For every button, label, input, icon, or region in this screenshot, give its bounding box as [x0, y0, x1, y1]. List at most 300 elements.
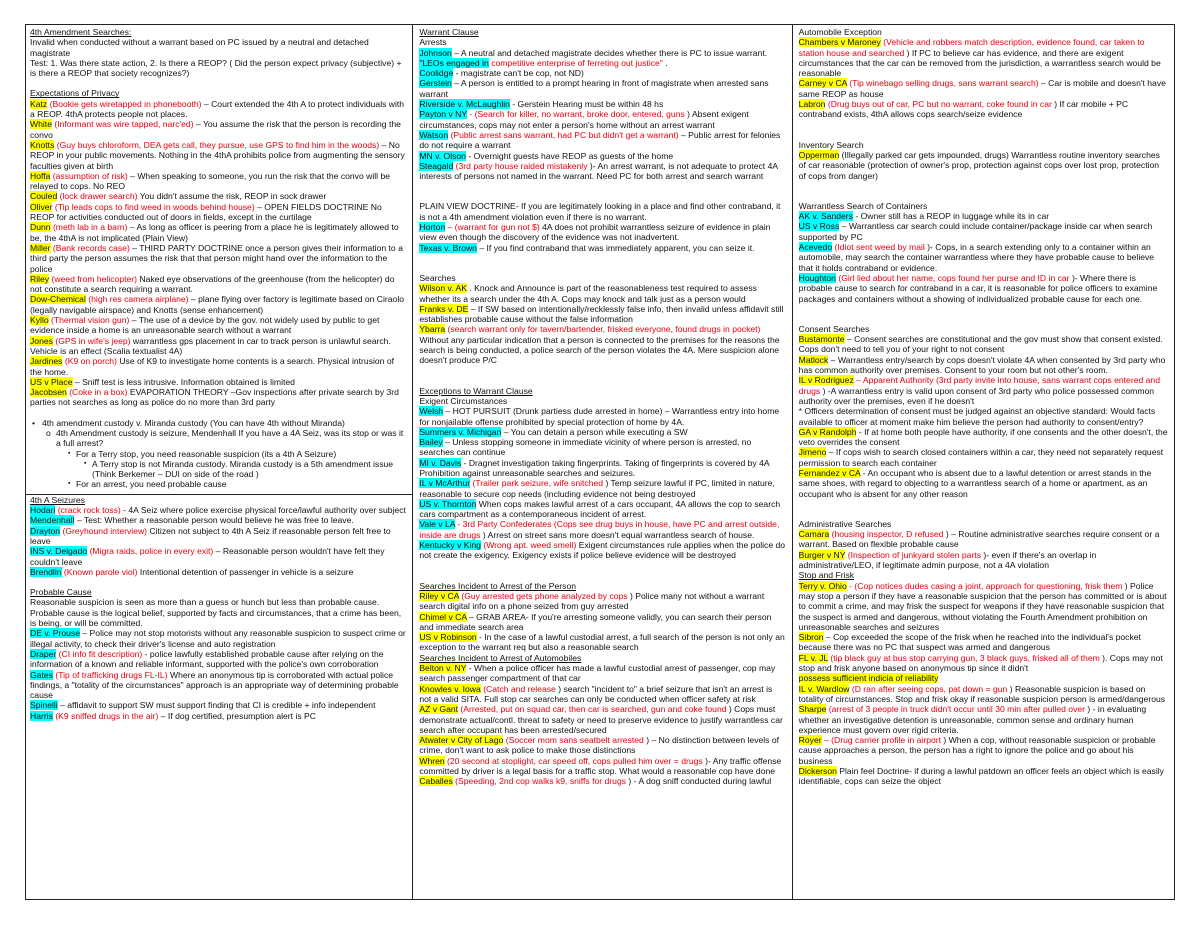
case-facts: (tip black guy at bus stop carrying gun, 3 black guys, frisked all of them — [830, 652, 1100, 663]
case-entry — [799, 529, 1168, 550]
case-entry — [419, 684, 785, 705]
case-name: Dunn — [30, 222, 51, 233]
case-entry — [419, 304, 785, 325]
fourth-amendment-intro: Invalid when conducted without a warrant based on PC issued by a neutral and detached magistrate — [30, 37, 369, 58]
case-holding: - Overnight guests have REOP as guests of the home — [468, 150, 674, 161]
case-entry — [419, 519, 785, 540]
case-holding: – HOT PURSUIT (Drunk partiess dude arrested in home) – Warrantless entry into home for nonjailable offense prohibited by special protection of home by 4A. — [419, 406, 780, 427]
case-facts: (Guy buys chloroform, DEA gets call, they pursue, use GPS to find him in the woods) — [56, 139, 380, 150]
section-heading-incident-autos: Searches Incident to Arrest of Automobiles — [419, 652, 582, 663]
case-entry — [30, 202, 406, 223]
case-facts: (Speeding, 2nd cop walks k9, sniffs for drugs — [455, 776, 627, 787]
case-entry — [419, 458, 785, 479]
case-name: Chimel v CA — [419, 611, 467, 622]
case-facts: (Catch and release — [483, 683, 556, 694]
case-holding: – GRAB AREA- If you're arresting someone validly, you can search their person and immediate search area — [419, 611, 772, 632]
case-facts: (K9 on porch) — [64, 356, 117, 367]
subheading-exigent: Exigent Circumstances — [419, 395, 508, 406]
case-holding: ) Absent exigent circumstances, cops may not enter a person's home without an arrest warrant — [419, 109, 749, 130]
case-holding: – Car is mobile and doesn't have same REOP as house — [798, 78, 1166, 99]
case-holding: – If you find contraband that was immediately apparent, you can seize it. — [479, 242, 755, 253]
case-entry — [419, 78, 785, 99]
case-holding: )- Any traffic offense committed by driver is a legal basis for a traffic stop. What would a reasonable cop have done — [419, 755, 782, 776]
column-right — [793, 25, 1174, 899]
section-heading-privacy: Expectations of Privacy — [30, 88, 120, 99]
exigent-cases — [419, 406, 785, 560]
case-holding: )- even if there's an overlap in administrative/LEO, if legitimate admin purpose, not a 4A violation — [798, 549, 1097, 571]
case-entry — [419, 130, 785, 151]
section-heading-inventory: Inventory Search — [798, 139, 864, 150]
case-facts: (Arrested, put on squad car, then car is searched, gun and coke found — [460, 704, 727, 715]
case-holding: – Police may not stop motorists without any reasonable suspicion to suspect crime or illegal activity, to check their driver's license and auto registration — [30, 628, 406, 649]
case-holding: – As long as officer is peering from a place he is legitimately allowed to be, the 4thA is not implicated (Plain View) — [30, 222, 399, 243]
case-facts: (Drug buys out of car, PC but no warrant, coke found in car — [827, 99, 1052, 110]
case-name: Mendenhall — [30, 515, 75, 526]
case-name: Payton v NY — [419, 109, 467, 120]
case-name: Vale v LA — [419, 519, 455, 530]
case-entry — [799, 150, 1168, 181]
case-holding: – Unless stopping someone in immediate vicinity of where person is arrested, no searches can continue — [419, 437, 752, 458]
case-holding: ) Arrest on street sans more doesn't equal warrantless search of house. — [482, 529, 755, 540]
case-name: Jacobsen — [30, 387, 67, 398]
case-facts: (3rd party house raided mistakenly — [455, 160, 588, 171]
case-holding: – Court extended the 4th A to protect individuals with a REOP. 4thA protects people not places. — [30, 98, 405, 120]
case-name: MN v. Olson — [419, 150, 466, 161]
case-facts: (Known parole viol) — [63, 566, 138, 577]
case-name: Watson — [419, 129, 449, 140]
case-name: DE v. Prouse — [30, 628, 80, 639]
case-name: Dickerson — [798, 766, 837, 776]
section-heading-containers: Warrantless Search of Containers — [798, 200, 928, 211]
case-entry — [419, 68, 785, 78]
case-entry — [799, 99, 1168, 120]
case-entry — [799, 334, 1168, 355]
case-holding: – Warrantless entry/search by cops doesn't violate 4A when consented by 3rd party who has common authority over premises. Consent to your room but not other's room. — [798, 354, 1166, 376]
case-holding: – Public arrest for felonies do not require a warrant — [419, 129, 781, 151]
case-name: Steagald — [419, 160, 454, 171]
custody-bullet-1: • 4th amendment custody v. Miranda custody (You can have 4th without Miranda) — [30, 418, 406, 428]
case-entry — [30, 711, 406, 721]
case-facts: (Vehicle and robbers match description, evidence found, car taken to station house and searched — [798, 37, 1145, 58]
case-facts: (CI info fit description) — [58, 648, 143, 659]
case-holding: – The use of a device by the gov. not widely used by public to get evidence inside a home is an unreasonable search without a warrant — [30, 315, 380, 336]
case-entry — [30, 546, 406, 567]
section-heading-seizures: 4th A Seizures — [30, 494, 85, 505]
case-holding: * Officers determination of consent must be judged against an objective standard: Would facts available to officer at moment make him believe the person had authority to consent/entry? — [798, 406, 1156, 427]
case-holding: )- Cops, in a search extending only to a container within an automobile, may search the container warrantless where they have probable cause to believe that it holds contraband or evidence. — [798, 242, 1155, 273]
case-entry — [30, 274, 406, 295]
case-holding: – plane flying over factory is legitimate based on Ciraolo (legally navigable airspace) and Knotts (sense enhancement) — [30, 294, 405, 315]
case-entry — [799, 273, 1168, 304]
case-name: Kentucky v King — [419, 540, 481, 551]
section-heading-exceptions: Exceptions to Warrant Clause — [419, 385, 533, 396]
case-holding: Exigent circumstances rule applies when the police do not create the exigency. Exigency exists if police believe evidence will be destroyed — [419, 540, 786, 561]
case-name: Jardines — [30, 356, 63, 367]
case-entry — [30, 387, 406, 408]
case-name: MI v. Davis — [419, 457, 462, 468]
case-holding: - When a police officer has made a lawful custodial arrest of passenger, cop may search passenger compartment of that car — [419, 663, 776, 684]
case-name: Franks v. DE — [419, 303, 469, 314]
case-entry — [30, 567, 406, 577]
case-entry — [30, 649, 406, 670]
case-facts: (assumption of risk) — [52, 170, 128, 181]
case-facts: - (Cop notices dudes casing a joint, approach for questioning, frisk them — [849, 580, 1123, 591]
case-entry — [30, 700, 406, 710]
case-holding: - police lawfully established probable cause after relying on the information of a known and reliable informant, supported with the police's own corroboration — [30, 648, 384, 670]
case-entry — [799, 581, 1168, 632]
case-holding: ) – No distinction between levels of crime, don't want to ask police to make those distinctions — [419, 735, 780, 756]
custody-bullet-5: ▪ For an arrest, you need probable cause — [30, 479, 406, 489]
case-holding: – No REOP in your public movements. Nothing in the 4thA prohibits police from augmenting the sensory faculties given at birth — [30, 139, 405, 171]
seizure-cases — [30, 505, 406, 577]
case-holding: ) Police many not without a warrant search digital info on a phone seized from guy arrested — [419, 590, 765, 612]
case-holding: - If at home both people have authority, if one consents and the other doesn't, the veto overrides the consent — [798, 426, 1168, 448]
case-name: Burger v NY — [798, 549, 846, 560]
subheading-arrests: Arrests — [419, 37, 447, 48]
warrant-cases — [419, 48, 785, 182]
incident-person-cases — [419, 591, 785, 653]
case-holding: – Sniff test is less intrusive. Information obtained is limited — [74, 376, 295, 387]
case-name: GA v Randolph — [798, 426, 857, 437]
case-name: Texas v. Brown — [419, 242, 477, 253]
case-name: Johnson — [419, 47, 452, 58]
auto-exception-cases — [799, 37, 1168, 119]
case-facts: (Public arrest sans warrant, had PC but didn't get a warrant) — [450, 129, 679, 140]
section-heading-probable-cause: Probable Cause — [30, 587, 92, 598]
case-name: Katz — [30, 98, 48, 109]
case-facts: (Girl lied about her name, cops found her purse and ID in car — [838, 272, 1070, 283]
case-entry — [30, 191, 406, 201]
case-entry — [419, 427, 785, 437]
case-entry — [799, 673, 1168, 683]
case-holding: Naked eye observations of the greenhouse (from the helicopter) do not constitute a search requiring a warrant. — [30, 273, 395, 295]
case-facts: (Coke in a box) — [69, 387, 128, 398]
case-entry — [419, 437, 785, 458]
case-name: Jones — [30, 335, 53, 346]
case-name: Ybarra — [419, 324, 446, 335]
case-holding: )- Where there is probable cause to search for contraband in a car, it is reasonable for police officers to examine packages and containers without a showing of individualized probable cause for each one. — [798, 272, 1158, 304]
case-entry — [799, 355, 1168, 376]
case-name: Couled — [30, 191, 58, 202]
case-name: Riley v CA — [419, 590, 459, 601]
case-facts: (D ran after seeing cops, pat down = gun — [851, 683, 1008, 694]
case-facts: (Soccer mom sans seatbelt arrested — [505, 735, 644, 746]
case-entry — [419, 406, 785, 427]
case-name: US v Robinson — [419, 632, 477, 643]
case-name: Brendlin — [30, 566, 62, 577]
case-holding: ) - in evaluating whether an investigative detention is unreasonable, common sense and ordinary human experience must govern over rigid criteria. — [798, 704, 1147, 735]
case-name: Labron — [798, 99, 826, 110]
case-name: IL v Rodriguez — [798, 375, 854, 386]
case-holding: – OPEN FIELDS DOCTRINE No REOP for activities conducted out of doors in fields, except in the curtilage — [30, 201, 382, 223]
case-entry — [799, 37, 1168, 78]
section-heading-incident-person: Searches Incident to Arrest of the Person — [419, 580, 577, 591]
case-name: Wilson v. AK — [419, 283, 467, 294]
custody-bullet-2: o 4th Amendment custody is seizure, Mendenhall If you have a 4A Seiz, was its stop or was it a full arrest? — [30, 428, 406, 449]
case-facts: - (Search for killer, no warrant, broke door, entered, guns — [469, 109, 685, 120]
case-facts: (20 second at stoplight, car speed off, cops pulled him over = drugs — [447, 755, 703, 766]
case-holding: – If cops wish to search closed containers within a car, they need not separately request permission to search each container — [798, 447, 1164, 468]
case-entry — [419, 151, 785, 161]
case-facts: (arrest of 3 people in truck didn't occur until 30 min after pulled over — [828, 704, 1086, 715]
probable-cause-intro: Reasonable suspicion is seen as more than a guess or hunch but less than probable cause. Probable cause is the logical belief, supported by facts and circumstances, that a crime has been, is being, or will be committed. — [30, 597, 402, 629]
case-name: FL v. JL — [798, 652, 828, 663]
case-name: Bailey — [419, 437, 443, 448]
case-entry — [799, 632, 1168, 653]
case-holding: Where an anonymous tip is corroborated with actual police findings, a "totality of the circumstances" approach is an appropriate way of determining probable cause — [30, 669, 399, 701]
case-name: IL v. Wardlow — [798, 683, 850, 694]
case-facts: competitive enterprise of ferreting out justice" — [491, 57, 663, 68]
case-entry — [30, 171, 406, 192]
case-holding: – Consent searches are constitutional and the gov must show that consent existed. Cops don't need to tell you of your right to not consent — [798, 334, 1163, 355]
plain-view-intro: PLAIN VIEW DOCTRINE- If you are legitimately looking in a place and find other contraband, it is not a 4th amendment violation even if there is no warrant. — [419, 201, 781, 222]
case-entry — [419, 222, 785, 243]
case-name: Royer — [798, 735, 822, 746]
case-holding: - An occupant who is absent due to a lawful detention or arrest stands in the same shoes, with regard to objecting to a warrantless search of a home or apartment, as an occupant who is absent for any other reason — [798, 467, 1152, 499]
case-entry — [30, 356, 406, 377]
case-entry — [419, 109, 785, 130]
case-name: US v Ross — [798, 221, 840, 232]
case-entry — [30, 294, 406, 315]
case-entry — [799, 447, 1168, 468]
case-entry — [419, 161, 785, 182]
case-name: Bustamonte — [798, 334, 845, 345]
case-holding: - magistrate can't be cop, not ND) — [455, 68, 584, 79]
case-name: Dow-Chemical — [30, 294, 86, 305]
case-entry — [419, 243, 785, 253]
case-holding: – If dog certified, presumption alert is PC — [160, 710, 316, 721]
case-name: Riley — [30, 273, 50, 284]
case-holding: (Illegally parked car gets impounded, drugs) Warrantless routine inventory searches of car reasonable (protection of owner's prop, protection against cops over lost prop, protection of cops from danger) — [798, 149, 1160, 181]
case-facts: (search warrant only for tavern/bartender, frisked everyone, found drugs in pocket) — [447, 324, 761, 335]
case-name: Welsh — [419, 406, 444, 417]
case-entry — [419, 478, 785, 499]
case-entry — [419, 735, 785, 756]
fourth-amendment-test: Test: 1. Was there state action, 2. Is there a REOP? ( Did the person expect privacy (subjective) + is there a REOP that society recognizes?) — [30, 57, 402, 79]
case-name: Draper — [30, 648, 57, 659]
case-name: Riverside v. McLaughlin — [419, 99, 510, 110]
case-facts: (Informant was wire tapped, narc'ed) — [54, 119, 194, 130]
section-heading-auto-exception: Automobile Exception — [798, 27, 882, 37]
case-name: Carney v CA — [798, 78, 847, 89]
case-entry — [419, 632, 785, 653]
case-name: Caballes — [419, 776, 453, 787]
case-name: Jimeno — [798, 447, 827, 458]
case-name: "LEOs engaged in — [419, 57, 489, 68]
case-name: Terry v. Ohio — [798, 580, 847, 591]
case-holding: – You can detain a person while executing a SW — [503, 426, 688, 437]
case-holding: – Warrantless car search could include container/package inside car when search supported by PC — [798, 221, 1153, 242]
case-name: Coolidge — [419, 68, 454, 79]
case-name: Atwater v City of Lago — [419, 735, 504, 746]
case-facts: (Tip of trafficking drugs FL-IL) — [55, 669, 168, 680]
case-holding: – Cop exceeded the scope of the frisk when he reached into the individual's pocket because there was no PC that suspect was armed and dangerous — [798, 632, 1141, 653]
case-entry — [419, 58, 785, 68]
case-name: Gerstein — [419, 78, 452, 89]
case-entry — [419, 540, 785, 561]
case-entry — [30, 515, 406, 525]
case-facts: (Bookie gets wiretapped in phonebooth) — [49, 98, 202, 109]
case-holding: ) Temp seizure lawful if PC, limited in nature, reasonable to secure cop needs (including evidence not being destroyed — [419, 478, 775, 499]
case-name: Fernandez v CA — [798, 467, 861, 478]
case-name: possess sufficient indicia of reliability — [798, 673, 939, 684]
case-holding: When cops makes lawful arrest of a cars occupant, 4A allows the cop to search cars compartment as a contemporaneous incident of arrest. — [419, 498, 781, 520]
case-facts: – (warrant for gun not $) — [447, 222, 540, 233]
case-entry — [799, 550, 1168, 571]
case-holding: ) -A warrantless entry is valid upon consent of 3rd party who police possessed common authority over the premises, even if he doesn't — [798, 385, 1155, 406]
case-name: Horton — [419, 222, 446, 233]
case-facts: (Trailer park seizure, wife snitched — [472, 478, 604, 489]
case-name: Opperman — [798, 149, 840, 160]
case-entry — [419, 663, 785, 684]
case-facts: (Wrong apt. weed smell) — [483, 540, 577, 551]
case-entry — [419, 612, 785, 633]
case-name: Hodari — [30, 505, 56, 516]
case-entry — [30, 243, 406, 274]
case-name: Harris — [30, 710, 53, 721]
case-holding: – affidavit to support SW must support finding that CI is credible + info independent — [60, 700, 376, 711]
inventory-cases — [799, 150, 1168, 181]
case-entry — [419, 99, 785, 109]
case-holding: ) search "incident to" a brief seizure that isn't an arrest is not a valid SITA. Full stop car searches can only be conducted when officer safety at risk — [419, 683, 773, 704]
case-name: Hoffa — [30, 170, 51, 181]
case-entry — [419, 283, 785, 304]
outline-sheet — [25, 24, 1175, 900]
case-name: Whren — [419, 755, 445, 766]
case-holding: ) If PC to believe car has evidence, and there are exigent circumstances that the car can be removed from the jurisdiction, a warrantless search would be reasonable — [798, 47, 1161, 79]
case-holding: ) Cops must demonstrate actual/contl. threat to safety or need to preserve evidence to justify warrantless car search after occupant has been arrested/secured — [419, 704, 783, 735]
case-name: Oliver — [30, 201, 53, 212]
case-holding: - Dragnet investigation taking fingerprints. Taking of fingerprints is covered by 4A Prohibition against unreasonable searches and seizures. — [419, 457, 770, 478]
case-facts: - 3rd Party Confederates (Cops see drug buys in house, have PC and arrest outside, inside are drugs — [419, 519, 780, 540]
section-heading-administrative: Administrative Searches — [798, 518, 892, 529]
case-holding: Without any particular indication that a person is connected to the premises for the reasons the search is being conducted, a police search of the person violates the 4A. Mere suspicion alone doesn't produce P/C — [419, 334, 780, 366]
case-entry — [419, 324, 785, 365]
case-entry — [419, 499, 785, 520]
case-holding: - Owner still has a REOP in luggage while its in car — [855, 211, 1050, 222]
case-facts: (Bank records case) — [52, 242, 130, 253]
case-holding: – THIRD PARTY DOCTRINE once a person gives their information to a third party the person assumes the risk that that person might hand over the information to the police — [30, 242, 403, 274]
case-facts: – (Drug carrier profile in airport — [824, 735, 942, 746]
section-heading-searches: Searches — [419, 272, 456, 283]
case-entry — [30, 377, 406, 387]
case-entry — [799, 221, 1168, 242]
case-name: Summers v. Michigan — [419, 426, 502, 437]
case-entry — [30, 526, 406, 547]
case-facts: (Thermal vision gun) — [51, 315, 130, 326]
case-facts: (housing inspector, D refused — [831, 529, 944, 540]
case-name: White — [30, 119, 52, 130]
case-entry — [419, 756, 785, 777]
case-entry — [799, 406, 1168, 427]
case-entry — [30, 222, 406, 243]
case-holding: . — [665, 57, 668, 68]
case-name: Houghton — [798, 272, 836, 283]
case-facts: – Apparent Authority (3rd party invite into house, sans warrant cops entered and drugs — [798, 375, 1160, 396]
case-holding: EVAPORATION THEORY –Gov inspections after private search by 3rd parties not searches as long as police do no more than 3rd party — [30, 387, 399, 408]
case-name: IL v McArthur — [419, 478, 471, 489]
case-facts: (crack rock toss) — [57, 505, 121, 516]
column-left — [26, 25, 413, 899]
case-holding: – Reasonable person wouldn't have felt they couldn't leave — [30, 546, 385, 567]
case-entry — [419, 48, 785, 58]
case-facts: (GPS in wife's jeep) — [55, 335, 131, 346]
case-holding: - In the case of a lawful custodial arrest, a full search of the person is not only an exception to the warrant req but also a reasonable search — [419, 632, 785, 653]
case-entry — [799, 684, 1168, 705]
case-entry — [30, 670, 406, 701]
case-name: Knotts — [30, 139, 55, 150]
case-holding: ) Reasonable suspicion is based on totality of circumstances. Stop and frisk okay if reasonable suspicion person is armed/dangerous — [798, 683, 1166, 704]
case-entry — [30, 628, 406, 649]
case-entry — [799, 653, 1168, 674]
case-entry — [30, 140, 406, 171]
case-name: Miller — [30, 242, 51, 253]
case-facts: (lock drawer search) — [59, 191, 138, 202]
case-holding: – When speaking to someone, you run the risk that the convo will be relayed to cops. No REO — [30, 170, 391, 192]
plain-view-cases — [419, 222, 785, 253]
case-holding: ) Police may stop a person if they have a reasonable suspicion that the person has committed or is about to commit a crime, and may frisk the suspect for weapons if they have reasonable suspicion that the suspect is armed and dangerous, without violating the Fourth Amendment prohibition on unreasonable searches and seizures — [798, 580, 1167, 632]
case-holding: – A neutral and detached magistrate decides whether there is PC to issue warrant. — [454, 47, 768, 58]
case-holding: Intentional detention of passenger in vehicle is a seizure — [139, 566, 354, 577]
case-entry — [799, 375, 1168, 406]
case-name: AK v. Sanders — [798, 211, 853, 222]
case-name: AZ v Gant — [419, 704, 459, 715]
case-holding: ) When a cop, without reasonable suspicion or probable cause approaches a person, the person has a right to ignore the police and go about his business — [798, 735, 1156, 766]
case-name: Matlock — [798, 354, 829, 365]
case-facts: (Tip leads cops to find weed in woods behind house) — [54, 201, 255, 212]
case-entry — [799, 242, 1168, 273]
case-entry — [799, 766, 1168, 787]
case-entry — [30, 119, 406, 140]
case-facts: (Idiot sent weed by mail — [834, 242, 925, 253]
case-name: Acevedo — [798, 242, 833, 253]
case-holding: Plain feel Doctrine- if during a lawful patdown an officer feels an object which is easily identifiable, cops can seize the object — [798, 766, 1164, 787]
case-name: Gates — [30, 669, 53, 680]
case-entry — [419, 591, 785, 612]
case-facts: (Migra raids, police in every exit) — [89, 546, 214, 557]
case-entry — [30, 336, 406, 357]
case-holding: warrantless gps placement in car to track person is unlawful search. Vehicle is an effect (Scalia textualist 4A) — [30, 335, 391, 356]
case-holding: . Knock and Announce is part of the reasonableness test required to assess whether its a search under the 4th A. Cops may knock and talk just as a person would — [419, 283, 757, 304]
case-holding: You didn't assume the risk, REOP in sock drawer — [139, 191, 327, 202]
case-facts: (Tip winebago selling drugs, sans warrant search) — [849, 78, 1039, 89]
case-name: US v. Thornton — [419, 498, 477, 509]
case-holding: – A person is entitled to a prompt hearing in front of magistrate when arrested sans warrant — [419, 78, 769, 99]
case-name: Camara — [798, 529, 830, 540]
case-facts: (meth lab in a barn) — [52, 222, 128, 233]
case-entry — [799, 211, 1168, 221]
custody-bullet-4: ▪ A Terry stop is not Miranda custody. Miranda custody is a 5th amendment issue (Think Berkemer – DUI on side of the road ) — [30, 459, 406, 480]
column-middle — [413, 25, 792, 899]
case-holding: – You assume the risk that the person is recording the convo — [30, 119, 401, 140]
custody-bullet-3: ▪ For a Terry stop, you need reasonable suspicion (its a 4th A Seizure) — [30, 449, 406, 459]
case-facts: (K9 sniffed drugs in the air) — [55, 710, 159, 721]
section-heading-warrant: Warrant Clause — [419, 27, 479, 37]
case-holding: Use of K9 to investigate home contents is a search. Physical intrusion of the home. — [30, 356, 395, 377]
case-name: US v Place — [30, 376, 73, 387]
case-holding: - Gerstein Hearing must be within 48 hs — [512, 99, 664, 110]
search-cases — [419, 283, 785, 365]
case-holding: ). Cops may not stop and frisk anyone based on anonymous tip since it didn't — [798, 652, 1163, 674]
case-entry — [799, 78, 1168, 99]
case-holding: ) – Routine administrative searches require consent or a warrant. Based on flexible probable cause — [798, 529, 1160, 550]
case-name: Belton v. NY — [419, 663, 467, 674]
case-facts: (weed from helicopter) — [51, 273, 137, 284]
case-entry — [30, 505, 406, 515]
probable-cause-cases — [30, 628, 406, 721]
case-holding: ) If car mobile + PC contraband exists, 4thA allows cops search/seize evidence — [798, 99, 1129, 120]
incident-auto-cases — [419, 663, 785, 787]
